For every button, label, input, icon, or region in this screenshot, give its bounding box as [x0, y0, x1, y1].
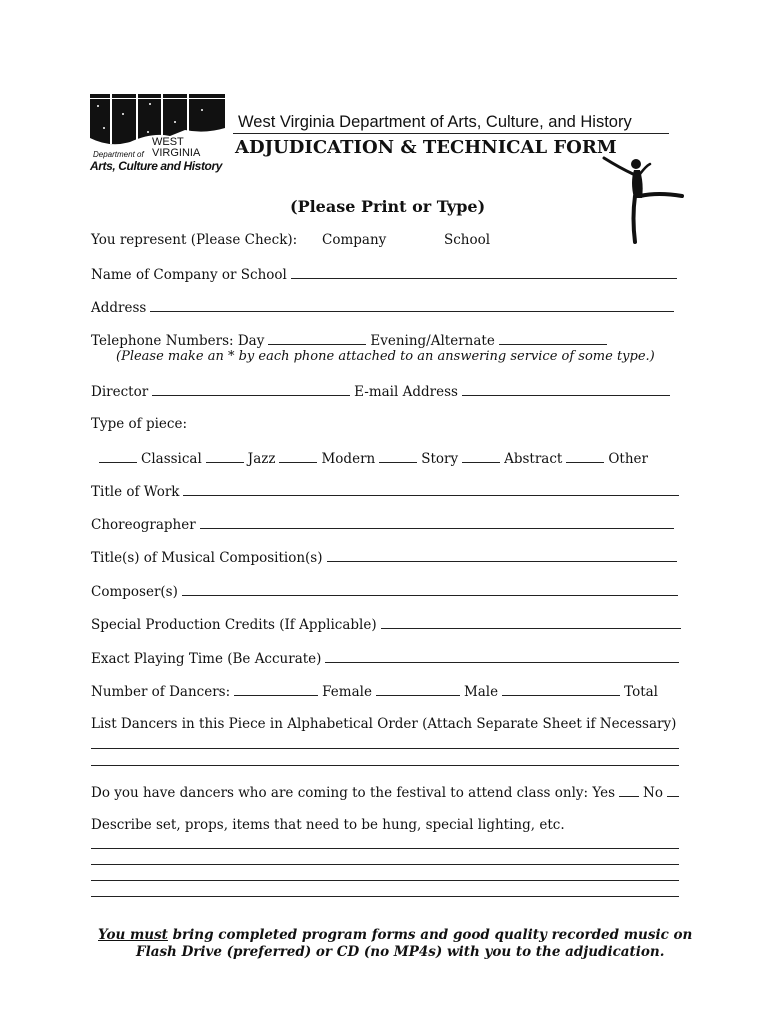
credits-field[interactable] [381, 616, 681, 629]
describe-label: Describe set, props, items that need to be hung, special lighting, etc. [91, 817, 565, 833]
other-blank[interactable] [566, 450, 604, 463]
male-label: Male [463, 684, 499, 700]
address-label: Address [91, 300, 147, 316]
address-field[interactable] [150, 299, 674, 312]
type-other: Other [608, 451, 648, 467]
total-count-field[interactable] [502, 683, 620, 696]
choreographer-field[interactable] [200, 516, 674, 529]
time-row [91, 650, 683, 667]
jazz-blank[interactable] [206, 450, 244, 463]
footer-notice-line-2: Flash Drive (preferred) or CD (no MP4s) with you to the adjudication. [136, 944, 665, 960]
music-field[interactable] [327, 549, 677, 562]
print-or-type-subtitle: (Please Print or Type) [290, 197, 486, 216]
describe-row [91, 817, 565, 833]
name-label: Name of Company or School [91, 267, 287, 283]
represent-label: You represent (Please Check): [91, 232, 298, 248]
footer-notice-line-1 [98, 927, 692, 943]
female-label: Female [322, 684, 372, 700]
class-only-yes-field[interactable] [619, 784, 639, 797]
class-only-row [91, 784, 683, 801]
list-dancers-label: List Dancers in this Piece in Alphabetical Order (Attach Separate Sheet if Necessary) [91, 716, 677, 732]
piece-type-options [99, 450, 648, 467]
address-row [91, 299, 678, 316]
phone-evening-label: Evening/Alternate [370, 333, 495, 349]
represent-school-option[interactable]: School [444, 232, 491, 248]
logo-virginia: VIRGINIA [152, 147, 201, 159]
form-title: ADJUDICATION & TECHNICAL FORM [235, 137, 617, 158]
type-abstract: Abstract [504, 451, 563, 467]
describe-line-2[interactable] [91, 864, 679, 865]
dancers-label: Number of Dancers: [91, 684, 231, 700]
logo-department-of: Department of [93, 150, 144, 159]
dancer-silhouette-icon [590, 152, 685, 247]
logo-arts-line: Arts, Culture and History [90, 159, 223, 173]
director-row [91, 383, 674, 400]
footer-line-1-rest: bring completed program forms and good quality recorded music on [167, 927, 693, 943]
composer-field[interactable] [182, 583, 678, 596]
music-row [91, 549, 681, 566]
agency-logo [90, 92, 230, 176]
story-blank[interactable] [379, 450, 417, 463]
describe-line-1[interactable] [91, 848, 679, 849]
header-rule [233, 133, 669, 134]
list-dancers-line-1[interactable] [91, 748, 679, 749]
logo-west: WEST [152, 136, 184, 148]
name-field[interactable] [291, 266, 677, 279]
modern-blank[interactable] [279, 450, 317, 463]
male-count-field[interactable] [376, 683, 460, 696]
type-story: Story [421, 451, 459, 467]
composer-row [91, 583, 682, 600]
represent-company-option[interactable]: Company [322, 232, 387, 248]
choreographer-row [91, 516, 678, 533]
female-count-field[interactable] [234, 683, 318, 696]
phone-note: (Please make an * by each phone attached to an answering service of some type.) [116, 349, 655, 364]
class-only-no-field[interactable] [667, 784, 679, 797]
phone-day-field[interactable] [268, 332, 366, 345]
phone-evening-field[interactable] [499, 332, 607, 345]
music-label: Title(s) of Musical Composition(s) [91, 550, 323, 566]
type-modern: Modern [321, 451, 376, 467]
title-row [91, 483, 683, 500]
email-label: E-mail Address [354, 384, 458, 400]
total-label: Total [624, 684, 659, 700]
composer-label: Composer(s) [91, 584, 178, 600]
name-row [91, 266, 681, 283]
agency-name: West Virginia Department of Arts, Culture, and History [238, 113, 632, 131]
describe-line-3[interactable] [91, 880, 679, 881]
type-of-piece-label: Type of piece: [91, 416, 188, 432]
type-classical: Classical [141, 451, 202, 467]
director-field[interactable] [152, 383, 350, 396]
title-field[interactable] [183, 483, 679, 496]
director-label: Director [91, 384, 149, 400]
time-label: Exact Playing Time (Be Accurate) [91, 651, 322, 667]
describe-line-4[interactable] [91, 896, 679, 897]
classical-blank[interactable] [99, 450, 137, 463]
list-dancers-row [91, 716, 676, 732]
credits-label: Special Production Credits (If Applicable) [91, 617, 377, 633]
type-jazz: Jazz [247, 451, 276, 467]
title-label: Title of Work [91, 484, 180, 500]
class-only-label: Do you have dancers who are coming to the festival to attend class only: Yes [91, 785, 616, 801]
phone-row [91, 332, 611, 349]
footer-must: You must [98, 927, 168, 943]
list-dancers-line-2[interactable] [91, 765, 679, 766]
type-of-piece-row [91, 416, 187, 432]
class-only-no-label: No [643, 785, 663, 801]
credits-row [91, 616, 685, 633]
email-field[interactable] [462, 383, 670, 396]
choreographer-label: Choreographer [91, 517, 196, 533]
dancers-row [91, 683, 658, 700]
represent-row [91, 232, 297, 248]
time-field[interactable] [325, 650, 679, 663]
phone-day-label: Telephone Numbers: Day [91, 333, 265, 349]
abstract-blank[interactable] [462, 450, 500, 463]
